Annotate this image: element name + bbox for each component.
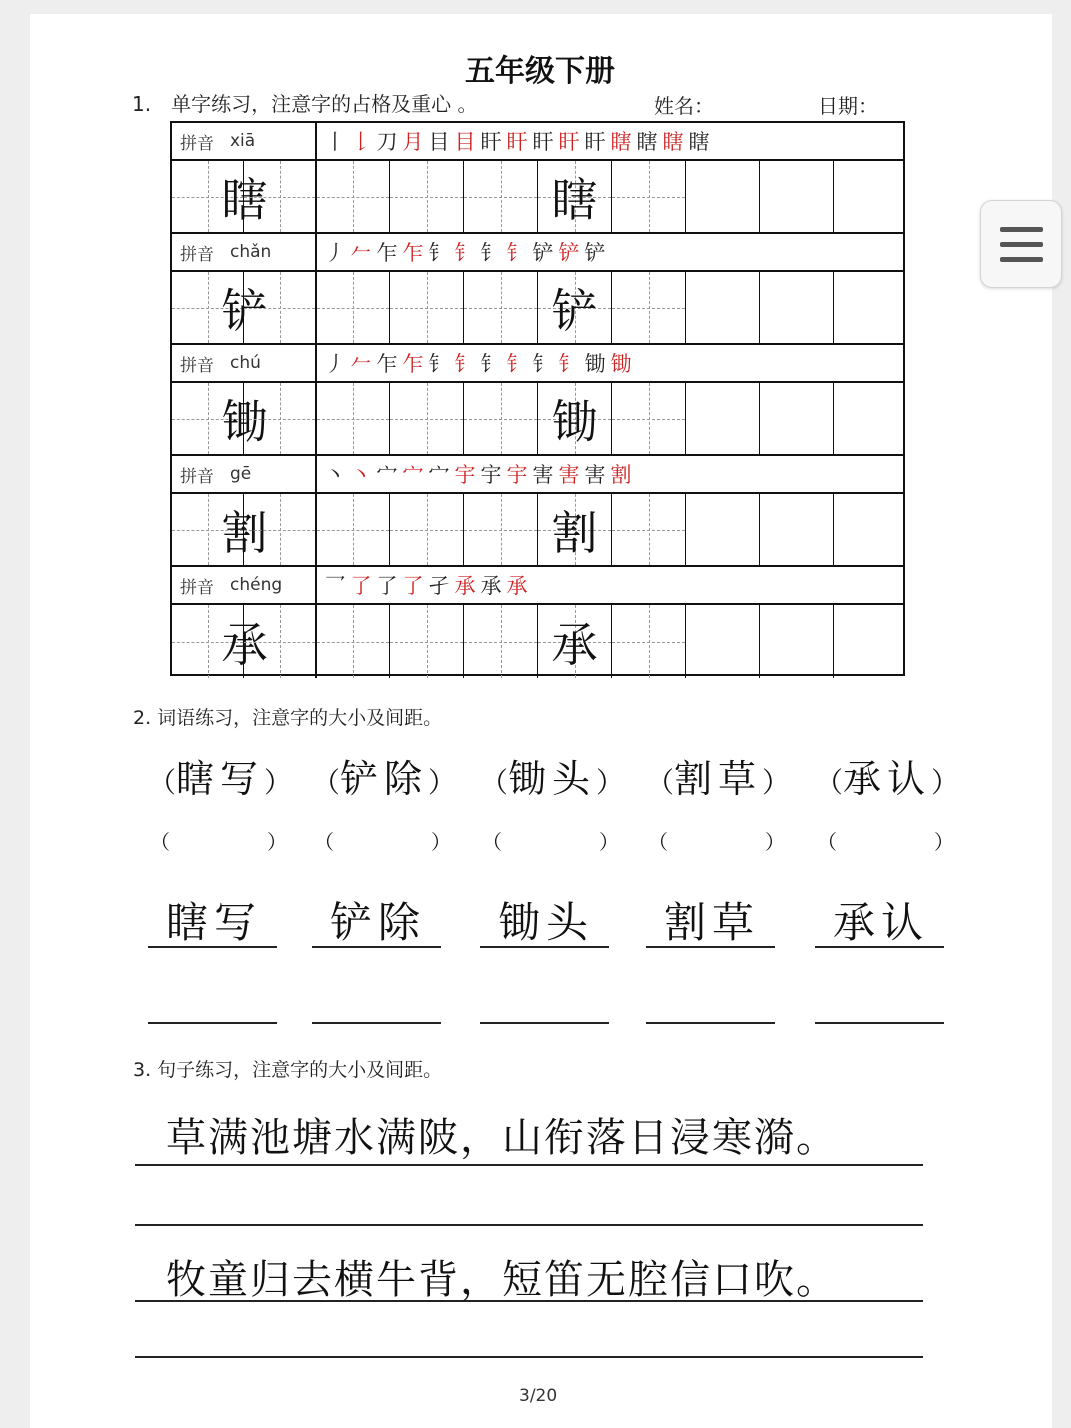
grid-guide-horizontal [612, 308, 685, 309]
writing-cell [686, 494, 760, 565]
grid-guide-horizontal [317, 642, 389, 643]
section3-heading: 3. 句子练习，注意字的大小及间距。 [133, 1059, 443, 1081]
stroke-step: 了 [402, 574, 424, 598]
sentence-model: 草满池塘水满陂，山衔落日浸寒漪。 [166, 1115, 838, 1161]
stroke-step: 了 [376, 574, 398, 598]
pinyin-row [172, 567, 903, 605]
tian-grid-cell [538, 494, 612, 565]
paren-close: ） [596, 766, 625, 799]
tian-grid-cell [464, 272, 538, 343]
pinyin-caption: 拼音 [180, 133, 214, 154]
stroke-step: 钅 [506, 352, 528, 376]
blank-writing-line [815, 1022, 944, 1024]
word-with-paren [480, 748, 624, 803]
tian-grid-cell [172, 494, 268, 565]
pinyin-row [172, 456, 903, 494]
paren-close: ） [428, 766, 457, 799]
tian-grid-cell [538, 272, 612, 343]
stroke-step: 目 [454, 130, 476, 154]
stroke-step: 乛 [324, 574, 346, 598]
stroke-step: 钅 [532, 352, 554, 376]
blank-paren-close: ） [934, 830, 954, 854]
stroke-order [322, 567, 530, 603]
menu-button[interactable] [980, 200, 1062, 288]
writing-line [815, 946, 944, 948]
stroke-step: 瞎 [636, 130, 658, 154]
trace-character: 瞎 [551, 172, 598, 227]
stroke-step: 丿 [324, 352, 346, 376]
tian-grid-cell [390, 383, 464, 454]
grid-guide-horizontal [244, 197, 315, 198]
paren-open: （ [148, 766, 177, 799]
writing-cell [834, 161, 903, 232]
writing-row [172, 605, 903, 678]
blank-sentence-line [135, 1224, 923, 1226]
word-model: 铲除 [340, 757, 429, 801]
writing-cell [760, 605, 834, 678]
stroke-step: 刀 [376, 130, 398, 154]
writing-cell [834, 605, 903, 678]
stroke-step: 钅 [558, 352, 580, 376]
tian-grid-cell [317, 605, 390, 678]
stroke-step: 害 [532, 463, 554, 487]
grid-guide-horizontal [390, 308, 463, 309]
tian-grid-cell [612, 605, 686, 678]
writing-line [646, 946, 775, 948]
stroke-step: 瞎 [662, 130, 684, 154]
stroke-step: 乍 [376, 241, 398, 265]
stroke-step: 宇 [506, 463, 528, 487]
model-character: 承 [221, 617, 268, 672]
writing-line [480, 946, 609, 948]
pinyin-label [172, 456, 317, 492]
tian-grid-cell [244, 161, 317, 232]
grid-guide-horizontal [390, 197, 463, 198]
pinyin-text: chéng [230, 575, 283, 595]
stroke-step: 瞎 [688, 130, 710, 154]
word-trace: 铲除 [330, 898, 427, 947]
tian-grid-cell [317, 383, 390, 454]
stroke-step: 𠄌 [350, 130, 372, 154]
paren-open: （ [646, 766, 675, 799]
writing-row [172, 161, 903, 234]
writing-cell [760, 383, 834, 454]
stroke-step: 铲 [558, 241, 580, 265]
pinyin-label [172, 123, 317, 159]
grid-guide-horizontal [390, 642, 463, 643]
tian-grid-cell [244, 605, 317, 678]
model-character: 瞎 [221, 172, 268, 227]
pinyin-text: gē [230, 464, 252, 484]
tian-grid-cell [172, 383, 268, 454]
sentence-line [135, 1164, 923, 1166]
word-with-paren [815, 748, 959, 803]
tian-grid-cell [612, 161, 686, 232]
writing-cell [834, 272, 903, 343]
stroke-step: 孑 [428, 574, 450, 598]
stroke-step: 瞎 [610, 130, 632, 154]
stroke-step: 月 [402, 130, 424, 154]
grid-guide-horizontal [464, 642, 537, 643]
blank-paren-open: （ [314, 830, 334, 854]
name-label: 姓名： [654, 94, 714, 118]
grid-guide-horizontal [317, 530, 389, 531]
tian-grid-cell [390, 272, 464, 343]
tian-grid-cell [612, 494, 686, 565]
stroke-step: 钅 [454, 352, 476, 376]
hamburger-menu-icon-bar [1000, 257, 1043, 262]
paren-open: （ [815, 766, 844, 799]
stroke-order [322, 123, 712, 159]
stroke-step: 盰 [558, 130, 580, 154]
pinyin-label [172, 234, 317, 270]
stroke-step: 钅 [428, 352, 450, 376]
stroke-order [322, 234, 608, 270]
grid-guide-horizontal [612, 642, 685, 643]
stroke-step: 丿 [324, 241, 346, 265]
writing-cell [834, 494, 903, 565]
grid-guide-horizontal [317, 308, 389, 309]
pinyin-caption: 拼音 [180, 577, 214, 598]
stroke-step: 钅 [454, 241, 476, 265]
writing-line [148, 946, 277, 948]
pinyin-row [172, 234, 903, 272]
blank-writing-line [148, 1022, 277, 1024]
page-number: 3/20 [519, 1386, 558, 1406]
blank-writing-line [312, 1022, 441, 1024]
tian-grid-cell [172, 605, 268, 678]
hamburger-menu-icon-bar [1000, 242, 1043, 247]
stroke-step: 宇 [480, 463, 502, 487]
blank-sentence-line [135, 1356, 923, 1358]
pinyin-label [172, 567, 317, 603]
tian-grid-cell [172, 161, 268, 232]
word-with-paren [312, 748, 456, 803]
sentence-model: 牧童归去横牛背，短笛无腔信口吹。 [166, 1257, 838, 1303]
tian-grid-cell [317, 272, 390, 343]
stroke-order [322, 456, 634, 492]
blank-paren-close: ） [599, 830, 619, 854]
stroke-step: 目 [428, 130, 450, 154]
stroke-step: 承 [454, 574, 476, 598]
stroke-step: 宇 [454, 463, 476, 487]
writing-row [172, 494, 903, 567]
tian-grid-cell [317, 161, 390, 232]
grid-guide-horizontal [244, 419, 315, 420]
tian-grid-cell [390, 605, 464, 678]
blank-paren-close: ） [267, 830, 287, 854]
writing-cell [834, 383, 903, 454]
model-character: 铲 [221, 283, 268, 338]
blank-paren-open: （ [482, 830, 502, 854]
grid-guide-horizontal [464, 530, 537, 531]
paren-close: ） [264, 766, 293, 799]
stroke-order [322, 345, 634, 381]
model-character: 割 [221, 505, 268, 560]
tian-grid-cell [172, 272, 268, 343]
word-model: 承认 [843, 757, 932, 801]
stroke-step: 钅 [506, 241, 528, 265]
trace-character: 割 [551, 505, 598, 560]
writing-cell [686, 605, 760, 678]
grid-guide-horizontal [612, 530, 685, 531]
word-trace: 瞎写 [166, 898, 263, 947]
stroke-step: 丨 [324, 130, 346, 154]
tian-grid-cell [464, 161, 538, 232]
tian-grid-cell [244, 383, 317, 454]
section2-heading: 2. 词语练习，注意字的大小及间距。 [133, 707, 443, 729]
word-trace: 锄头 [498, 898, 595, 947]
blank-paren-open: （ [817, 830, 837, 854]
stroke-step: 𠂉 [350, 352, 372, 376]
tian-grid-cell [390, 494, 464, 565]
grid-guide-horizontal [244, 308, 315, 309]
writing-cell [686, 161, 760, 232]
pinyin-caption: 拼音 [180, 244, 214, 265]
tian-grid-cell [538, 605, 612, 678]
writing-cell [760, 272, 834, 343]
word-trace: 承认 [833, 898, 930, 947]
pinyin-caption: 拼音 [180, 466, 214, 487]
grid-guide-horizontal [244, 530, 315, 531]
tian-grid-cell [464, 494, 538, 565]
word-model: 割草 [674, 757, 763, 801]
grid-guide-horizontal [612, 197, 685, 198]
trace-character: 承 [551, 617, 598, 672]
stroke-step: 钅 [428, 241, 450, 265]
sentence-line [135, 1300, 923, 1302]
section1-heading: 1. 单字练习，注意字的占格及重心 。 [132, 92, 478, 116]
word-trace: 割草 [664, 898, 761, 947]
pinyin-text: xiā [230, 131, 256, 151]
stroke-step: 乍 [376, 352, 398, 376]
pinyin-text: chǎn [230, 242, 272, 262]
trace-character: 锄 [551, 394, 598, 449]
grid-guide-horizontal [390, 419, 463, 420]
stroke-step: 𠂉 [350, 241, 372, 265]
stroke-step: 承 [506, 574, 528, 598]
stroke-step: 盰 [584, 130, 606, 154]
paren-close: ） [762, 766, 791, 799]
tian-grid-cell [390, 161, 464, 232]
tian-grid-cell [538, 383, 612, 454]
grid-guide-horizontal [464, 308, 537, 309]
word-model: 瞎写 [176, 757, 265, 801]
stroke-step: 锄 [610, 352, 632, 376]
paren-open: （ [312, 766, 341, 799]
paren-close: ） [931, 766, 960, 799]
stroke-step: 盰 [532, 130, 554, 154]
stroke-step: 丶 [350, 463, 372, 487]
grid-guide-horizontal [244, 642, 315, 643]
stroke-step: 钅 [480, 241, 502, 265]
writing-cell [686, 272, 760, 343]
writing-row [172, 383, 903, 456]
character-practice-grid [170, 121, 905, 676]
model-character: 锄 [221, 394, 268, 449]
writing-cell [686, 383, 760, 454]
stroke-step: 钅 [480, 352, 502, 376]
tian-grid-cell [464, 383, 538, 454]
stroke-step: 宀 [428, 463, 450, 487]
stroke-step: 乍 [402, 352, 424, 376]
date-label: 日期： [818, 94, 878, 118]
stroke-step: 害 [584, 463, 606, 487]
stroke-step: 宀 [376, 463, 398, 487]
tian-grid-cell [612, 272, 686, 343]
pinyin-text: chú [230, 353, 261, 373]
writing-cell [760, 494, 834, 565]
grid-guide-horizontal [317, 419, 389, 420]
tian-grid-cell [317, 494, 390, 565]
writing-line [312, 946, 441, 948]
paren-open: （ [480, 766, 509, 799]
trace-character: 铲 [551, 283, 598, 338]
blank-paren-open: （ [150, 830, 170, 854]
tian-grid-cell [244, 272, 317, 343]
tian-grid-cell [538, 161, 612, 232]
word-model: 锄头 [508, 757, 597, 801]
tian-grid-cell [464, 605, 538, 678]
blank-writing-line [646, 1022, 775, 1024]
blank-paren-open: （ [648, 830, 668, 854]
grid-guide-horizontal [612, 419, 685, 420]
stroke-step: 锄 [584, 352, 606, 376]
pinyin-row [172, 345, 903, 383]
blank-paren-close: ） [765, 830, 785, 854]
tian-grid-cell [244, 494, 317, 565]
hamburger-menu-icon [1000, 227, 1043, 232]
pinyin-caption: 拼音 [180, 355, 214, 376]
stroke-step: 盰 [506, 130, 528, 154]
pinyin-label [172, 345, 317, 381]
pinyin-row [172, 123, 903, 161]
stroke-step: 盰 [480, 130, 502, 154]
stroke-step: 承 [480, 574, 502, 598]
word-with-paren [148, 748, 292, 803]
stroke-step: 害 [558, 463, 580, 487]
writing-cell [760, 161, 834, 232]
page-title: 五年级下册 [465, 54, 615, 89]
stroke-step: 丶 [324, 463, 346, 487]
grid-guide-horizontal [390, 530, 463, 531]
writing-row [172, 272, 903, 345]
stroke-step: 乍 [402, 241, 424, 265]
blank-paren-close: ） [431, 830, 451, 854]
blank-writing-line [480, 1022, 609, 1024]
stroke-step: 割 [610, 463, 632, 487]
tian-grid-cell [612, 383, 686, 454]
word-with-paren [646, 748, 790, 803]
stroke-step: 铲 [532, 241, 554, 265]
stroke-step: 铲 [584, 241, 606, 265]
stroke-step: 了 [350, 574, 372, 598]
grid-guide-horizontal [464, 197, 537, 198]
stroke-step: 宀 [402, 463, 424, 487]
grid-guide-horizontal [317, 197, 389, 198]
grid-guide-horizontal [464, 419, 537, 420]
